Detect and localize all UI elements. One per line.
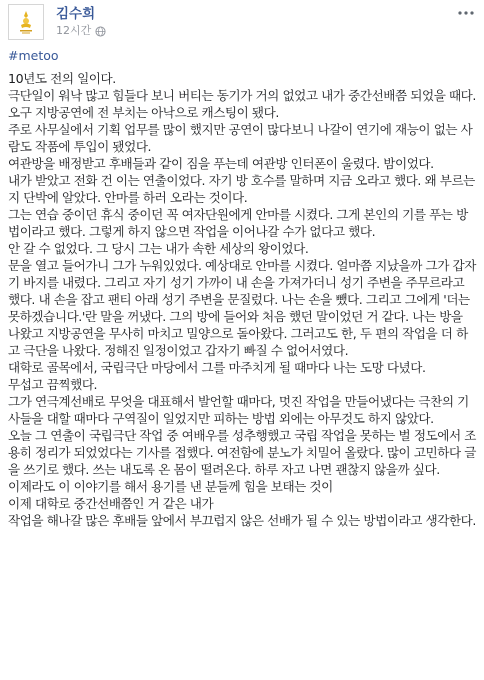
more-options-button[interactable]: [456, 6, 476, 20]
paragraph: 오늘 그 연출이 국립극단 작업 중 여배우를 성추행했고 국립 작업을 못하는 벌 정도에서 조용히 정리가 되었었다는 기사를 접했다. 여전함에 분노가 치밀어 올랐다. 많이 고민하다 글을 쓰기로 했다. 쓰는 내도록 온 몸이 떨려온다. 하루 자고 나면 괜찮지 않을까 싶다.: [8, 428, 476, 477]
author-name[interactable]: 김수희: [56, 6, 96, 22]
paragraph: 작업을 해나갈 많은 후배들 앞에서 부끄럽지 않은 선배가 될 수 있는 방법이라고 생각한다.: [8, 513, 476, 528]
paragraph: 이제 대학로 중간선배쯤인 거 같은 내가: [8, 496, 214, 511]
post-header: [8, 4, 476, 40]
paragraph: 안 갈 수 없었다. 그 당시 그는 내가 속한 세상의 왕이었다.: [8, 241, 309, 256]
logo-icon: [16, 9, 36, 35]
post-meta: [56, 24, 106, 38]
paragraph: 문을 열고 들어가니 그가 누워있었다. 예상대로 안마를 시켰다. 얼마쯤 지났을까 그가 갑자기 바지를 내렸다. 그리고 자기 성기 가까이 내 손을 가져가더니 성기 주변을 주무르라고 했다. 내 손을 잡고 팬티 아래 성기 주변을 문질렀다. 나는 손을 뺐다. 그리고 그에게 '더는 못하겠습니다.'란 말을 꺼냈다. 그의 방에 들어와 처음 했던 말이었던 거 같다. 나는 방을 나왔고 지방공연을 무사히 마치고 밀양으로 돌아왔다. 그러고도 한, 두 편의 작업을 더 하고 극단을 나왔다. 정해진 일정이었고 갑자기 빠질 수 없어서였다.: [8, 258, 476, 358]
paragraph: 극단일이 워낙 많고 힘들다 보니 버티는 동기가 거의 없었고 내가 중간선배쯤 되었을 때다. 오구 지방공연에 전 부치는 아낙으로 캐스팅이 됐다.: [8, 88, 476, 120]
paragraph: 이제라도 이 이야기를 해서 용기를 낸 분들께 힘을 보태는 것이: [8, 479, 333, 494]
paragraph: 10년도 전의 일이다.: [8, 71, 116, 86]
more-icon: [458, 11, 474, 15]
paragraph: 주로 사무실에서 기획 업무를 많이 했지만 공연이 많다보니 나갈이 연기에 재능이 없는 사람도 작품에 투입이 됐었다.: [8, 122, 473, 154]
post-time[interactable]: 12시간: [56, 24, 92, 37]
paragraph: 그가 연극계선배로 무엇을 대표해서 발언할 때마다, 멋진 작업을 만들어냈다는 극찬의 기사들을 대할 때마다 구역질이 일었지만 피하는 방법 외에는 아무것도 하지 않았다.: [8, 394, 469, 426]
globe-icon: [95, 26, 106, 37]
paragraph: 내가 받았고 전화 건 이는 연출이었다. 자기 방 호수를 말하며 지금 오라고 했다. 왜 부르는지 단박에 알았다. 안마를 하러 오라는 것이다.: [8, 173, 475, 205]
paragraph: 무섭고 끔찍했다.: [8, 377, 98, 392]
paragraph: 여관방을 배정받고 후배들과 같이 짐을 푸는데 여관방 인터폰이 울렸다. 밤이었다.: [8, 156, 434, 171]
avatar[interactable]: [8, 4, 44, 40]
hashtag-link[interactable]: #metoo: [8, 48, 59, 63]
post-body: [8, 70, 476, 529]
paragraph: 대학로 골목에서, 국립극단 마당에서 그를 마주치게 될 때마다 나는 도망 다녔다.: [8, 360, 426, 375]
paragraph: 그는 연습 중이던 휴식 중이던 꼭 여자단원에게 안마를 시켰다. 그게 본인의 기를 푸는 방법이라고 했다. 그렇게 하지 않으면 작업을 이어나갈 수가 없다고 했다.: [8, 207, 468, 239]
